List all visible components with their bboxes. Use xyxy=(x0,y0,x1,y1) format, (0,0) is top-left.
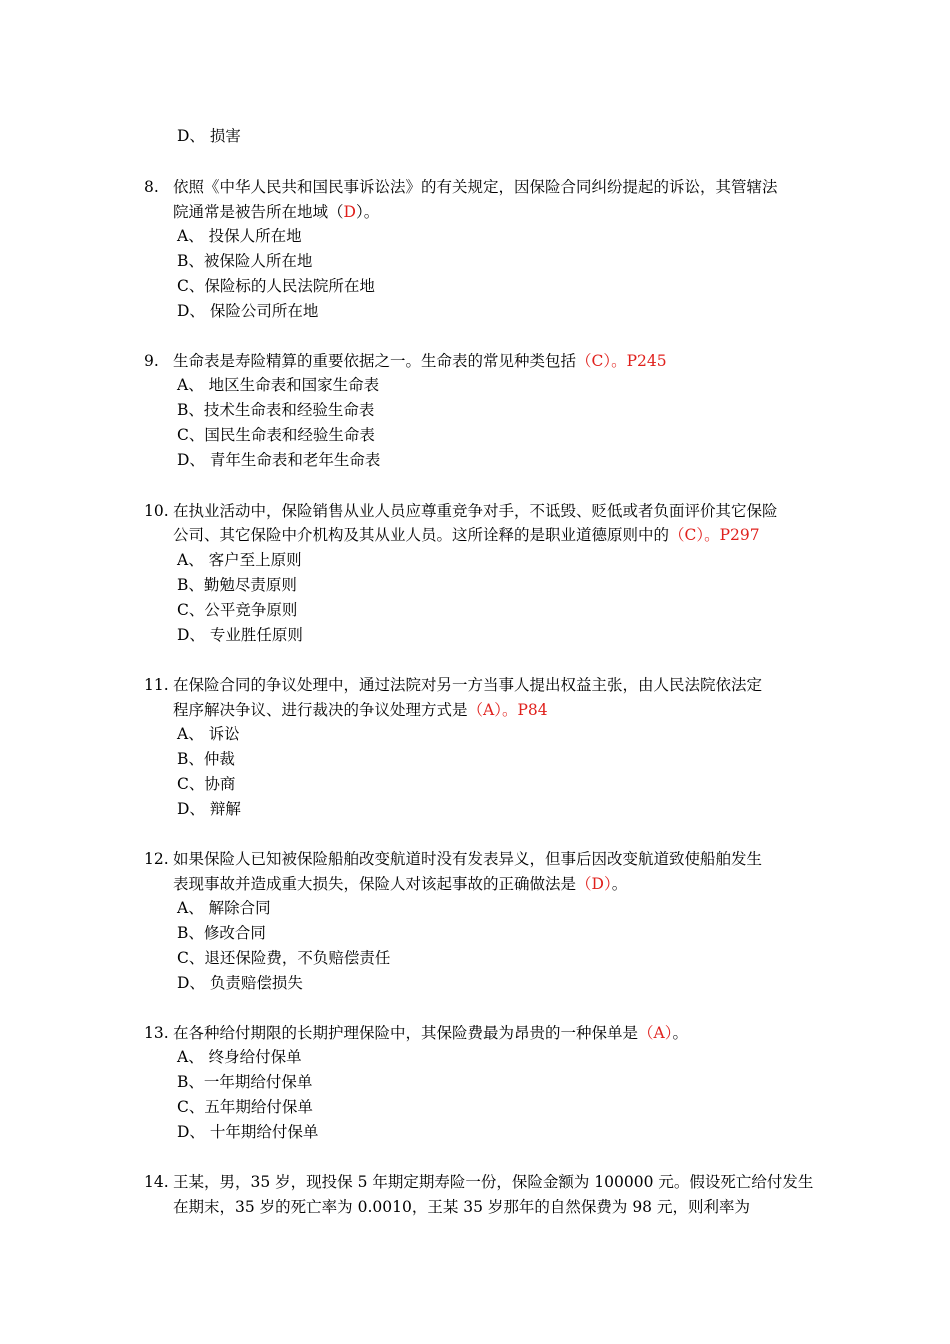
question-text: 在执业活动中，保险销售从业人员应尊重竞争对手，不诋毁、贬低或者负面评价其它保险 xyxy=(173,502,778,520)
option-d: D、 辩解 xyxy=(177,800,241,818)
question-number: 9. xyxy=(144,352,159,370)
option-a: A、 终身给付保单 xyxy=(177,1048,302,1066)
answer-letter: （A） xyxy=(638,1024,673,1042)
question-number: 12. xyxy=(144,850,169,868)
option-a: A、 诉讼 xyxy=(177,725,240,743)
question-text: 王某，男，35 岁，现投保 5 年期定期寿险一份，保险金额为 100000 元。假设死亡给付发生 xyxy=(173,1173,814,1191)
option-d: D、 保险公司所在地 xyxy=(177,302,319,320)
option-d: D、 负责赔偿损失 xyxy=(177,974,303,992)
option-c: C、五年期给付保单 xyxy=(177,1098,313,1116)
question-text-line2 xyxy=(173,201,379,223)
question-text-line2 xyxy=(173,524,760,546)
option-b: B、仲裁 xyxy=(177,750,235,768)
question-text-part: 程序解决争议、进行裁决的争议处理方式是 xyxy=(173,701,468,719)
question-text-part: 生命表是寿险精算的重要依据之一。生命表的常见种类包括 xyxy=(173,352,577,370)
question-text xyxy=(173,350,667,372)
question-text: 依照《中华人民共和国民事诉讼法》的有关规定，因保险合同纠纷提起的诉讼，其管辖法 xyxy=(173,178,778,196)
question-text-part: 。 xyxy=(611,875,628,893)
answer-letter: （D） xyxy=(576,875,612,893)
option-c: C、协商 xyxy=(177,775,236,793)
option-a: A、 解除合同 xyxy=(177,899,271,917)
question-text-part: 表现事故并造成重大损失，保险人对该起事故的正确做法是 xyxy=(173,875,577,893)
answer-reference: （C）。P245 xyxy=(576,352,667,370)
question-number: 11. xyxy=(144,676,169,694)
question-text: 在保险合同的争议处理中，通过法院对另一方当事人提出权益主张，由人民法院依法定 xyxy=(173,676,763,694)
option-a: A、 客户至上原则 xyxy=(177,551,302,569)
question-text-part: 。 xyxy=(672,1024,688,1042)
question-number: 10. xyxy=(144,502,169,520)
option-c: C、退还保险费，不负赔偿责任 xyxy=(177,949,391,967)
answer-reference: （C）。P297 xyxy=(669,526,760,544)
option-d: D、 损害 xyxy=(177,127,241,145)
option-a: A、 地区生命表和国家生命表 xyxy=(177,376,380,394)
question-text-line2 xyxy=(173,699,548,721)
option-d: D、 青年生命表和老年生命表 xyxy=(177,451,381,469)
option-d: D、 专业胜任原则 xyxy=(177,626,303,644)
option-b: B、修改合同 xyxy=(177,924,266,942)
option-b: B、一年期给付保单 xyxy=(177,1073,313,1091)
option-d: D、 十年期给付保单 xyxy=(177,1123,319,1141)
question-number: 13. xyxy=(144,1024,169,1042)
option-c: C、公平竞争原则 xyxy=(177,601,298,619)
question-text-part: 在各种给付期限的长期护理保险中，其保险费最为昂贵的一种保单是 xyxy=(173,1024,639,1042)
option-b: B、技术生命表和经验生命表 xyxy=(177,401,375,419)
question-number: 14. xyxy=(144,1173,169,1191)
question-text-part: 公司、其它保险中介机构及其从业人员。这所诠释的是职业道德原则中的 xyxy=(173,526,670,544)
option-b: B、勤勉尽责原则 xyxy=(177,576,297,594)
answer-reference: （A）。P84 xyxy=(467,701,548,719)
option-b: B、被保险人所在地 xyxy=(177,252,313,270)
option-c: C、保险标的人民法院所在地 xyxy=(177,277,375,295)
option-c: C、国民生命表和经验生命表 xyxy=(177,426,375,444)
question-text-line2: 在期末，35 岁的死亡率为 0.0010，王某 35 岁那年的自然保费为 98 元，则利率为 xyxy=(173,1198,750,1216)
question-text: 如果保险人已知被保险船舶改变航道时没有发表异义，但事后因改变航道致使船舶发生 xyxy=(173,850,763,868)
question-text-part: 院通常是被告所在地域（ xyxy=(173,203,344,221)
question-text-line2 xyxy=(173,873,627,895)
question-text xyxy=(173,1022,688,1044)
option-a: A、 投保人所在地 xyxy=(177,227,302,245)
question-number: 8. xyxy=(144,178,159,196)
answer-letter: D xyxy=(343,203,356,221)
question-text-part: ）。 xyxy=(355,203,380,221)
